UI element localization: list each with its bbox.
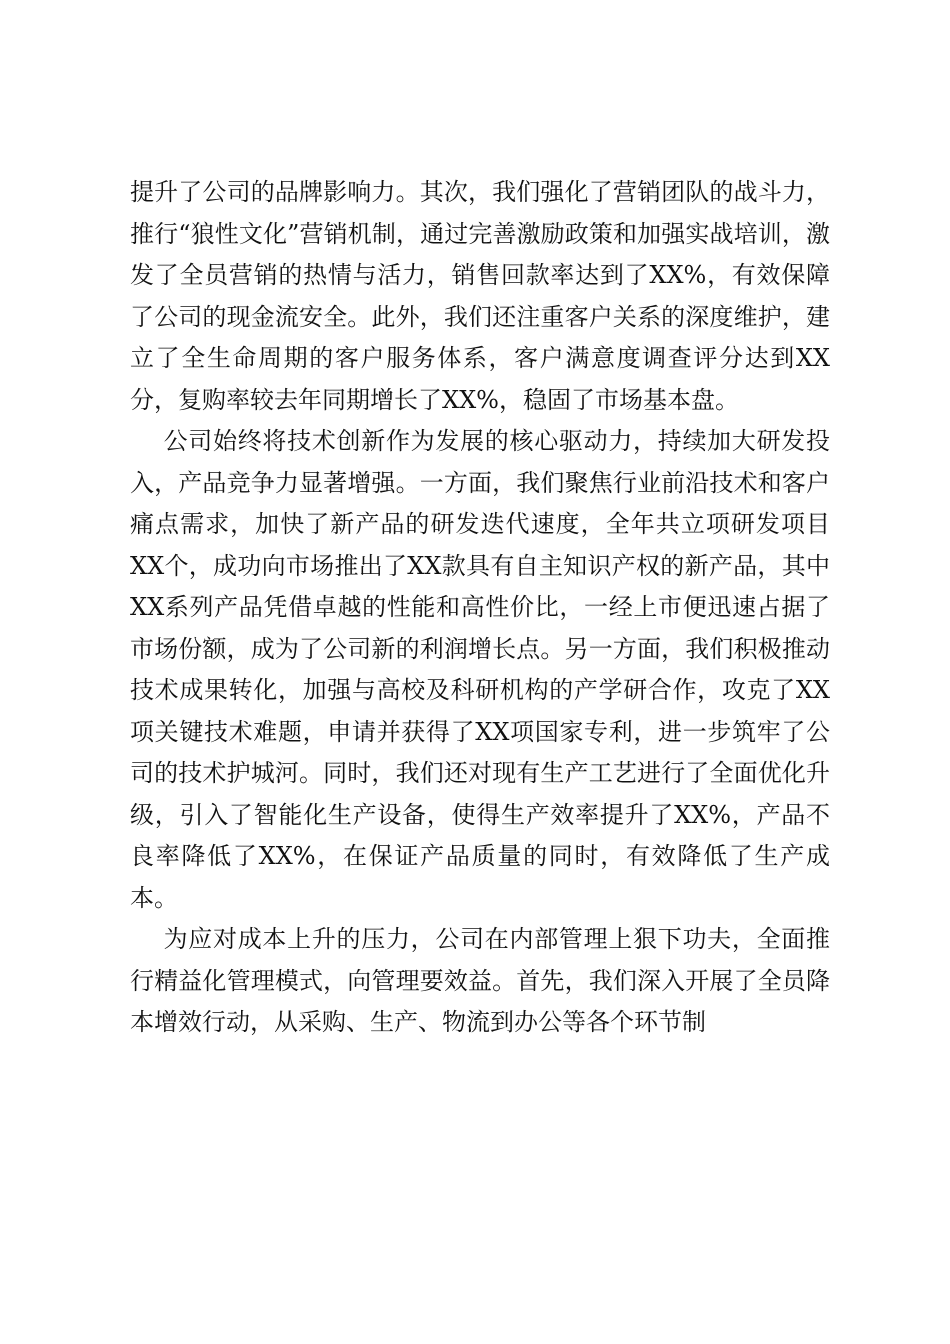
paragraph-technology-innovation: 公司始终将技术创新作为发展的核心驱动力，持续加大研发投入，产品竞争力显著增强。一方面，我们聚焦行业前沿技术和客户痛点需求，加快了新产品的研发迭代速度，全年共立项研发项目XX个，成功向市场推出了XX款具有自主知识产权的新产品，其中XX系列产品凭借卓越的性能和高性价比，一经上市便迅速占据了市场份额，成为了公司新的利润增长点。另一方面，我们积极推动技术成果转化，加强与高校及科研机构的产学研合作，攻克了XX项关键技术难题，申请并获得了XX项国家专利，进一步筑牢了公司的技术护城河。同时，我们还对现有生产工艺进行了全面优化升级，引入了智能化生产设备，使得生产效率提升了XX%，产品不良率降低了XX%，在保证产品质量的同时，有效降低了生产成本。: [130, 427, 830, 912]
paragraph-brand-marketing: 提升了公司的品牌影响力。其次，我们强化了营销团队的战斗力，推行“狼性文化”营销机制，通过完善激励政策和加强实战培训，激发了全员营销的热情与活力，销售回款率达到了XX%，有效保障了公司的现金流安全。此外，我们还注重客户关系的深度维护，建立了全生命周期的客户服务体系，客户满意度调查评分达到XX分，复购率较去年同期增长了XX%，稳固了市场基本盘。: [130, 178, 830, 414]
body-text: [130, 172, 830, 1044]
paragraph-lean-management: 为应对成本上升的压力，公司在内部管理上狠下功夫，全面推行精益化管理模式，向管理要效益。首先，我们深入开展了全员降本增效行动，从采购、生产、物流到办公等各个环节制: [130, 925, 830, 1036]
